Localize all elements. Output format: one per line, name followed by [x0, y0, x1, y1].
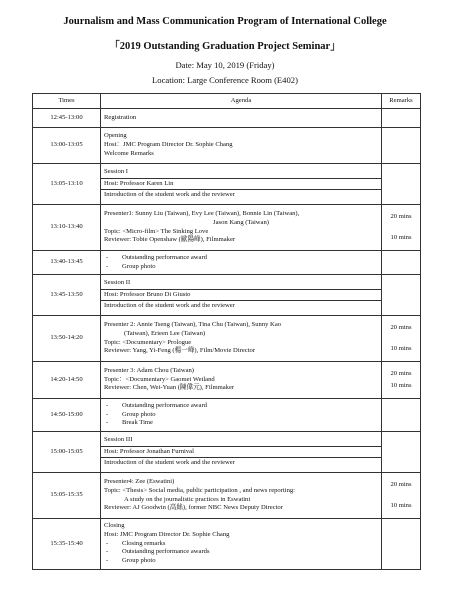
agenda-text: Topic：<Documentary> Gaomei Wetland — [104, 375, 215, 383]
table-row — [33, 519, 421, 570]
seminar-title: 「2019 Outstanding Graduation Project Seminar」 — [109, 41, 341, 52]
agenda-text: Reviewer: Yang, Yi-Feng (楊一峰), Film/Movie Director — [104, 347, 256, 355]
agenda-text: Topic: <Thesis> Social media, public participation , and news reporting: — [104, 486, 296, 494]
time-cell: 15:35-15:40 — [33, 519, 101, 570]
remarks-cell — [382, 109, 421, 128]
agenda-cell — [101, 128, 382, 164]
list-item: - Closing remarks — [104, 540, 378, 549]
table-row — [33, 275, 421, 316]
remark-duration: 10 mins — [390, 344, 412, 352]
table-header-row — [33, 94, 421, 109]
time-cell: 14:20-14:50 — [33, 362, 101, 399]
event-date: Date: May 10, 2019 (Friday) — [175, 60, 275, 70]
agenda-text: Host: JMC Program Director Dr. Sophie Chang — [104, 530, 230, 538]
agenda-cell — [101, 473, 382, 519]
remarks-cell — [382, 473, 421, 519]
table-row — [33, 316, 421, 362]
remark-duration: 10 mins — [390, 233, 412, 241]
agenda-text: Closing — [104, 522, 125, 530]
table-row — [33, 362, 421, 399]
time-cell: 13:50-14:20 — [33, 316, 101, 362]
agenda-text: Jason Kang (Taiwan) — [213, 218, 269, 226]
agenda-text: Introduction of the student work and the reviewer — [104, 459, 235, 467]
table-row — [33, 205, 421, 251]
remarks-cell — [382, 362, 421, 399]
agenda-text: Session II — [104, 278, 131, 286]
agenda-text: (Taiwan), Erieen Lee (Taiwan) — [124, 329, 206, 337]
remark-duration: 20 mins — [390, 212, 412, 220]
event-location: Location: Large Conference Room (E402) — [152, 75, 298, 85]
agenda-text: Host: Professor Karen Lin — [104, 179, 174, 187]
list-item: - Break Time — [104, 419, 378, 428]
agenda-cell — [101, 251, 382, 275]
remark-duration: 20 mins — [390, 323, 412, 331]
program-title: Journalism and Mass Communication Program of International College — [63, 16, 387, 27]
list-item: - Outstanding performance award — [104, 402, 378, 411]
agenda-text: Registration — [104, 113, 137, 121]
time-cell: 13:05-13:10 — [33, 164, 101, 205]
list-item: - Outstanding performance award — [104, 254, 378, 263]
remarks-cell — [382, 432, 421, 473]
time-cell: 14:50-15:00 — [33, 399, 101, 432]
agenda-text: A study on the journalistic practices in Eswatini — [124, 495, 251, 503]
time-cell: 13:45-13:50 — [33, 275, 101, 316]
remark-duration: 10 mins — [390, 381, 412, 389]
agenda-cell — [101, 362, 382, 399]
agenda-text: Opening — [104, 132, 127, 140]
remarks-cell — [382, 164, 421, 205]
list-item: - Group photo — [104, 411, 378, 420]
column-header-agenda: Agenda — [101, 94, 382, 109]
remarks-cell — [382, 275, 421, 316]
agenda-text: Topic: <Micro-film> The Sinking Love — [104, 227, 209, 235]
time-cell: 13:40-13:45 — [33, 251, 101, 275]
agenda-text: Reviewer: Chen, Wei-Yuan (陳偉元), Filmmaker — [104, 384, 235, 392]
agenda-cell — [101, 205, 382, 251]
agenda-text: Welcome Remarks — [104, 149, 154, 157]
agenda-text: Host: Professor Bruno Di Giusto — [104, 290, 191, 298]
remark-duration: 20 mins — [390, 480, 412, 488]
remarks-cell — [382, 128, 421, 164]
agenda-cell — [101, 275, 382, 316]
table-row — [33, 128, 421, 164]
agenda-text: Presenter1: Sunny Liu (Taiwan), Evy Lee (Taiwan), Bonnie Lin (Taiwan), — [104, 210, 300, 218]
agenda-cell — [101, 399, 382, 432]
agenda-text: Host: Professor Jonathan Furnival — [104, 447, 194, 455]
agenda-table — [32, 93, 421, 570]
agenda-cell — [101, 109, 382, 128]
agenda-text: Presenter4: Zee (Eswatini) — [104, 478, 175, 486]
agenda-cell — [101, 519, 382, 570]
time-cell: 12:45-13:00 — [33, 109, 101, 128]
list-item: - Outstanding performance awards — [104, 548, 378, 557]
agenda-text: Session I — [104, 167, 128, 175]
table-row — [33, 251, 421, 275]
agenda-cell — [101, 164, 382, 205]
table-row — [33, 164, 421, 205]
agenda-cell — [101, 432, 382, 473]
agenda-text: Host：JMC Program Director Dr. Sophie Chang — [104, 141, 233, 149]
agenda-text: Introduction of the student work and the reviewer — [104, 302, 235, 310]
agenda-text: Reviewer: Tobie Openshaw (歐陽峰), Filmmaker — [104, 236, 236, 244]
time-cell: 13:00-13:05 — [33, 128, 101, 164]
column-header-times: Times — [33, 94, 101, 109]
remarks-cell — [382, 251, 421, 275]
remarks-cell — [382, 205, 421, 251]
table-row — [33, 473, 421, 519]
table-row — [33, 109, 421, 128]
table-row — [33, 399, 421, 432]
remark-duration: 10 mins — [390, 501, 412, 509]
remark-duration: 20 mins — [390, 369, 412, 377]
agenda-text: Topic: <Documentary> Prologue — [104, 338, 192, 346]
agenda-text: Reviewer: AJ Goodwin (高絲), former NBC News Deputy Director — [104, 504, 283, 512]
time-cell: 13:10-13:40 — [33, 205, 101, 251]
agenda-text: Introduction of the student work and the reviewer — [104, 191, 235, 199]
agenda-cell — [101, 316, 382, 362]
agenda-text: Session III — [104, 435, 133, 443]
agenda-text: Presenter 2: Annie Tseng (Taiwan), Tina Chu (Taiwan), Sunny Kao — [104, 321, 282, 329]
remarks-cell — [382, 399, 421, 432]
list-item: - Group photo — [104, 263, 378, 272]
table-row — [33, 432, 421, 473]
list-item: - Group photo — [104, 557, 378, 566]
agenda-text: Presenter 3: Adam Chou (Taiwan) — [104, 366, 194, 374]
time-cell: 15:05-15:35 — [33, 473, 101, 519]
time-cell: 15:00-15:05 — [33, 432, 101, 473]
remarks-cell — [382, 316, 421, 362]
column-header-remarks: Remarks — [382, 94, 421, 109]
remarks-cell — [382, 519, 421, 570]
